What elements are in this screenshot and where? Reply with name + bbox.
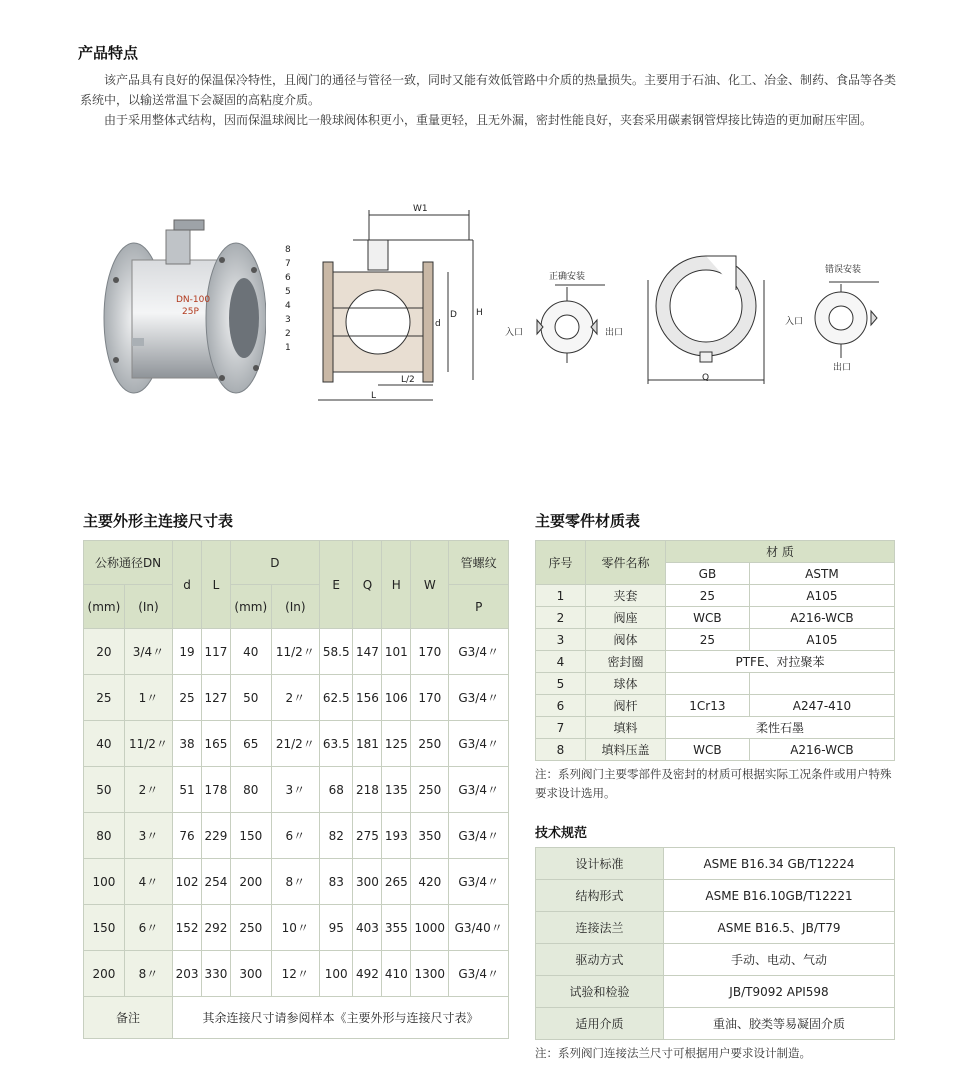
dim-header-mm: (mm): [84, 585, 125, 629]
section-drawing-image: [283, 200, 493, 415]
wrong-install-inlet: 入口: [785, 317, 804, 327]
dimension-cell: G3/4〃: [449, 951, 509, 997]
photo-marking-pn: 25P: [182, 307, 199, 317]
dimension-cell: G3/4〃: [449, 629, 509, 675]
dimension-row: [84, 813, 509, 859]
spec-table-body: [536, 848, 895, 1040]
material-cell-no: 7: [536, 717, 586, 739]
dim-header-thread: 管螺纹: [449, 541, 509, 585]
material-cell-name: 阀座: [586, 607, 666, 629]
dim-header-in2: (In): [271, 585, 319, 629]
dimension-cell: 1000: [411, 905, 449, 951]
dimension-cell: 76: [173, 813, 202, 859]
material-cell-no: 6: [536, 695, 586, 717]
valve-photo-image: [96, 200, 266, 410]
dimension-cell: 19: [173, 629, 202, 675]
dimension-cell: 20: [84, 629, 125, 675]
dimension-table: [83, 540, 509, 1039]
spec-key: 设计标准: [536, 848, 664, 880]
dimension-cell: 82: [319, 813, 353, 859]
mat-header-gb: GB: [666, 563, 750, 585]
dimension-row: [84, 675, 509, 721]
dimension-cell: 250: [411, 767, 449, 813]
part-label-7: 7: [285, 259, 291, 269]
spec-table: [535, 847, 895, 1040]
dim-remark-text: 其余连接尺寸请参阅样本《主要外形与连接尺寸表》: [173, 997, 509, 1039]
dimension-cell: 38: [173, 721, 202, 767]
correct-install-inlet: 入口: [505, 328, 524, 338]
dimension-cell: 50: [230, 675, 271, 721]
dimension-cell: 3/4〃: [124, 629, 172, 675]
dimension-cell: 156: [353, 675, 382, 721]
features-paragraph-1: 该产品具有良好的保温保冷特性，且阀门的通径与管径一致，同时又能有效低管路中介质的热量损失。主要用于石油、化工、冶金、制药、食品等各类系统中，以输送常温下会凝固的高粘度介质。: [80, 73, 897, 107]
dimension-row: [84, 721, 509, 767]
dimension-cell: 1300: [411, 951, 449, 997]
dimension-cell: 102: [173, 859, 202, 905]
spec-value: ASME B16.10GB/T12221: [664, 880, 895, 912]
dimension-row: [84, 859, 509, 905]
spec-key: 连接法兰: [536, 912, 664, 944]
dimension-cell: 95: [319, 905, 353, 951]
dimension-cell: 83: [319, 859, 353, 905]
material-row: [536, 717, 895, 739]
spec-row: [536, 1008, 895, 1040]
wrong-install-diagram: [785, 262, 895, 377]
mat-header-no: 序号: [536, 541, 586, 585]
dimension-cell: 8〃: [124, 951, 172, 997]
material-cell-no: 3: [536, 629, 586, 651]
material-cell-name: 球体: [586, 673, 666, 695]
dim-header-mm2: (mm): [230, 585, 271, 629]
dim-l: L: [371, 391, 377, 401]
material-row: [536, 607, 895, 629]
part-label-1: 1: [285, 343, 291, 353]
dimension-cell: 2〃: [124, 767, 172, 813]
mat-header-astm: ASTM: [749, 563, 894, 585]
part-label-2: 2: [285, 329, 291, 339]
dimension-cell: 250: [411, 721, 449, 767]
dimension-cell: 165: [201, 721, 230, 767]
dimension-cell: 254: [201, 859, 230, 905]
dim-d-upper: D: [450, 310, 457, 320]
dimension-cell: 100: [319, 951, 353, 997]
spec-value: 重油、胶类等易凝固介质: [664, 1008, 895, 1040]
dimension-cell: 117: [201, 629, 230, 675]
material-cell-astm: A216-WCB: [749, 739, 894, 761]
spec-key: 驱动方式: [536, 944, 664, 976]
dimension-cell: 181: [353, 721, 382, 767]
material-row: [536, 629, 895, 651]
dimension-cell: 40: [230, 629, 271, 675]
spec-title: 技术规范: [535, 826, 588, 841]
dimension-cell: 63.5: [319, 721, 353, 767]
features-intro: [80, 70, 900, 130]
photo-marking-dn: DN-100: [176, 295, 211, 305]
material-cell-astm: [749, 673, 894, 695]
material-cell-span: 柔性石墨: [666, 717, 895, 739]
dimension-cell: 11/2〃: [124, 721, 172, 767]
dimension-cell: 68: [319, 767, 353, 813]
dimension-cell: 101: [382, 629, 411, 675]
dimension-cell: 127: [201, 675, 230, 721]
dimension-cell: G3/40〃: [449, 905, 509, 951]
dimension-cell: 1〃: [124, 675, 172, 721]
material-row: [536, 585, 895, 607]
dimension-cell: 200: [230, 859, 271, 905]
dimension-cell: 250: [230, 905, 271, 951]
mat-note: 注：系列阀门主要零部件及密封的材质可根据实际工况条件或用户特殊要求设计选用。: [535, 767, 892, 800]
dimension-cell: G3/4〃: [449, 813, 509, 859]
dimension-cell: 292: [201, 905, 230, 951]
dimension-cell: 170: [411, 675, 449, 721]
dimension-cell: 147: [353, 629, 382, 675]
dimension-cell: 25: [84, 675, 125, 721]
material-cell-astm: A105: [749, 629, 894, 651]
dimension-cell: 80: [84, 813, 125, 859]
dimension-cell: 300: [353, 859, 382, 905]
part-label-4: 4: [285, 301, 291, 311]
material-row: [536, 739, 895, 761]
dimension-cell: 50: [84, 767, 125, 813]
dimension-cell: 203: [173, 951, 202, 997]
mat-header-name: 零件名称: [586, 541, 666, 585]
dimension-cell: 265: [382, 859, 411, 905]
dimension-cell: 6〃: [271, 813, 319, 859]
part-label-5: 5: [285, 287, 291, 297]
dimension-row: [84, 767, 509, 813]
dim-header-h: H: [382, 541, 411, 629]
dim-header-q: Q: [353, 541, 382, 629]
correct-install-diagram: [505, 265, 635, 375]
dimension-cell: 218: [353, 767, 382, 813]
dimension-cell: 170: [411, 629, 449, 675]
dimension-cell: 403: [353, 905, 382, 951]
material-cell-span: PTFE、对拉聚苯: [666, 651, 895, 673]
dimension-cell: 8〃: [271, 859, 319, 905]
material-cell-name: 夹套: [586, 585, 666, 607]
dimension-cell: 6〃: [124, 905, 172, 951]
dimension-cell: 355: [382, 905, 411, 951]
dimension-cell: 11/2〃: [271, 629, 319, 675]
section-drawing: [283, 200, 493, 415]
material-cell-name: 密封圈: [586, 651, 666, 673]
dimension-cell: 40: [84, 721, 125, 767]
mat-header-material: 材 质: [666, 541, 895, 563]
material-table-body: [536, 585, 895, 761]
dimension-cell: 58.5: [319, 629, 353, 675]
dimension-cell: 492: [353, 951, 382, 997]
dimension-cell: 10〃: [271, 905, 319, 951]
dimension-cell: 80: [230, 767, 271, 813]
dim-header-dn: 公称通径DN: [84, 541, 173, 585]
dim-header-e: E: [319, 541, 353, 629]
material-cell-no: 5: [536, 673, 586, 695]
dimension-cell: 229: [201, 813, 230, 859]
material-cell-no: 4: [536, 651, 586, 673]
dimension-cell: 200: [84, 951, 125, 997]
material-cell-gb: WCB: [666, 607, 750, 629]
part-label-3: 3: [285, 315, 291, 325]
dimension-cell: 150: [84, 905, 125, 951]
dimension-cell: 330: [201, 951, 230, 997]
dimension-cell: 420: [411, 859, 449, 905]
material-cell-name: 填料: [586, 717, 666, 739]
dimension-row: [84, 905, 509, 951]
dimension-cell: 410: [382, 951, 411, 997]
dimension-cell: 178: [201, 767, 230, 813]
dim-q: Q: [702, 373, 710, 383]
dimension-cell: 21/2〃: [271, 721, 319, 767]
dimension-row: [84, 629, 509, 675]
spec-key: 结构形式: [536, 880, 664, 912]
dimension-cell: G3/4〃: [449, 675, 509, 721]
material-cell-name: 阀体: [586, 629, 666, 651]
dimension-cell: 65: [230, 721, 271, 767]
dimension-cell: 193: [382, 813, 411, 859]
spec-key: 适用介质: [536, 1008, 664, 1040]
dimension-cell: 350: [411, 813, 449, 859]
spec-value: ASME B16.5、JB/T79: [664, 912, 895, 944]
dim-h: H: [476, 308, 483, 318]
dim-header-l: L: [201, 541, 230, 629]
correct-install-title: 正确安装: [549, 272, 586, 282]
material-row: [536, 673, 895, 695]
spec-row: [536, 848, 895, 880]
material-cell-name: 阀杆: [586, 695, 666, 717]
dim-remark-label: 备注: [84, 997, 173, 1039]
spec-note: 注：系列阀门连接法兰尺寸可根据用户要求设计制造。: [535, 1046, 811, 1060]
material-cell-astm: A105: [749, 585, 894, 607]
dimension-cell: 4〃: [124, 859, 172, 905]
correct-install-outlet: 出口: [605, 328, 624, 338]
material-cell-gb: 25: [666, 629, 750, 651]
valve-photo: [96, 200, 266, 410]
wrong-install-outlet: 出口: [833, 363, 852, 373]
dimension-cell: 12〃: [271, 951, 319, 997]
dimension-cell: 100: [84, 859, 125, 905]
features-title: 产品特点: [78, 44, 139, 62]
spec-value: 手动、电动、气动: [664, 944, 895, 976]
material-cell-no: 1: [536, 585, 586, 607]
dim-d-lower: d: [435, 319, 441, 329]
dimension-table-body: [84, 629, 509, 997]
jacket-section-diagram: [640, 240, 770, 390]
part-label-6: 6: [285, 273, 291, 283]
dimension-cell: G3/4〃: [449, 767, 509, 813]
material-row: [536, 695, 895, 717]
part-label-8: 8: [285, 245, 291, 255]
spec-row: [536, 880, 895, 912]
material-cell-gb: 25: [666, 585, 750, 607]
dimension-cell: 62.5: [319, 675, 353, 721]
material-table: [535, 540, 895, 761]
wrong-install-title: 错误安装: [825, 265, 862, 275]
material-cell-name: 填料压盖: [586, 739, 666, 761]
dim-header-p: P: [449, 585, 509, 629]
dimension-cell: 3〃: [271, 767, 319, 813]
spec-key: 试验和检验: [536, 976, 664, 1008]
material-cell-no: 2: [536, 607, 586, 629]
dimension-cell: 300: [230, 951, 271, 997]
dim-header-d-big: D: [230, 541, 319, 585]
jacket-section-image: [640, 240, 770, 390]
spec-row: [536, 912, 895, 944]
material-cell-astm: A247-410: [749, 695, 894, 717]
dim-header-d-small: d: [173, 541, 202, 629]
material-row: [536, 651, 895, 673]
mat-table-title: 主要零件材质表: [535, 512, 641, 530]
dimension-cell: 3〃: [124, 813, 172, 859]
dimension-cell: 106: [382, 675, 411, 721]
dimension-cell: 125: [382, 721, 411, 767]
dim-w1: W1: [413, 204, 428, 214]
dimension-cell: 135: [382, 767, 411, 813]
dimension-row: [84, 951, 509, 997]
material-cell-astm: A216-WCB: [749, 607, 894, 629]
material-cell-gb: 1Cr13: [666, 695, 750, 717]
dimension-cell: 275: [353, 813, 382, 859]
dim-header-w: W: [411, 541, 449, 629]
material-cell-no: 8: [536, 739, 586, 761]
spec-row: [536, 976, 895, 1008]
dimension-cell: 152: [173, 905, 202, 951]
spec-value: ASME B16.34 GB/T12224: [664, 848, 895, 880]
material-cell-gb: [666, 673, 750, 695]
dim-l-half: L/2: [401, 375, 415, 385]
dim-header-in: (In): [124, 585, 172, 629]
dimension-cell: 2〃: [271, 675, 319, 721]
dimension-cell: 150: [230, 813, 271, 859]
spec-value: JB/T9092 API598: [664, 976, 895, 1008]
dimension-cell: 25: [173, 675, 202, 721]
dimension-cell: G3/4〃: [449, 859, 509, 905]
dim-table-title: 主要外形主连接尺寸表: [83, 512, 234, 530]
dimension-cell: 51: [173, 767, 202, 813]
material-cell-gb: WCB: [666, 739, 750, 761]
dimension-cell: G3/4〃: [449, 721, 509, 767]
spec-row: [536, 944, 895, 976]
features-paragraph-2: 由于采用整体式结构，因而保温球阀比一般球阀体积更小，重量更轻，且无外漏，密封性能良好，夹套采用碳素钢管焊接比铸造的更加耐压牢固。: [104, 113, 873, 127]
